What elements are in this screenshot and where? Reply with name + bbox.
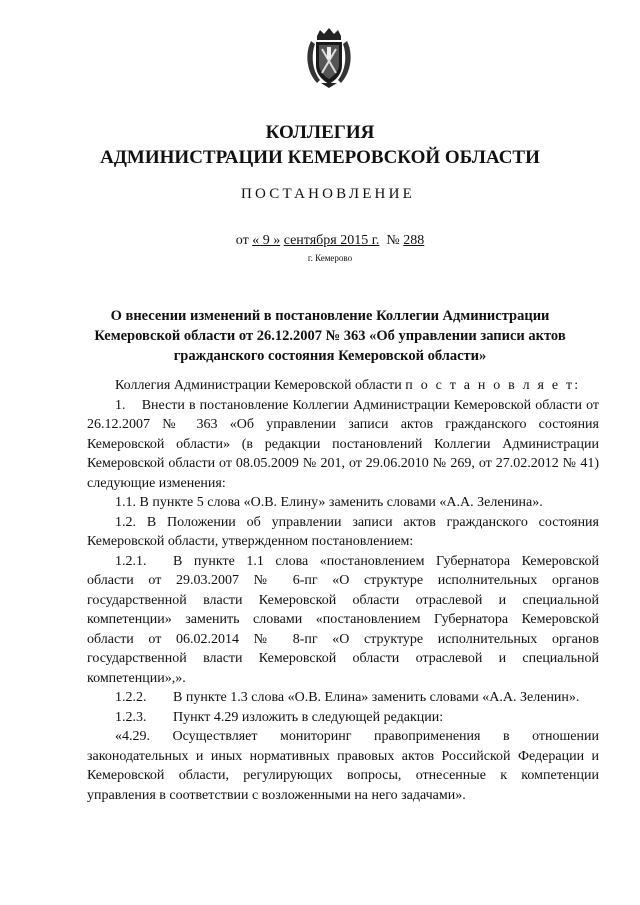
date-day: « 9 » <box>252 233 281 248</box>
paragraph-text: Пункт 4.29 изложить в следующей редакции: <box>173 709 444 725</box>
document-title: О внесении изменений в постановление Коллегии Администрации Кемеровской области от 26.12.2007 № 363 «Об управлении записи актов гражданского состояния Кемеровской области» <box>94 308 566 364</box>
document-type: ПОСТАНОВЛЕНИЕ <box>241 186 415 202</box>
paragraph-1-2-3 <box>87 708 599 728</box>
paragraph-number: 1.2.1. <box>115 553 147 569</box>
paragraph-1-2-1 <box>87 552 599 689</box>
paragraph-1: 1. Внести в постановление Коллегии Администрации Кемеровской области от 26.12.2007 № 363 «Об управлении записи актов гражданского состояния Кемеровской области» (в редакции постановлений Коллегии Администрации Кемеровской области от 08.05.2009 № 201, от 29.06.2010 № 269, от 27.02.2012 № 41) следующие изменения: <box>87 397 599 491</box>
dateline <box>10 233 640 249</box>
paragraph-number: 1.2.3. <box>115 709 147 725</box>
paragraph-4-29: «4.29. Осуществляет мониторинг правоприменения в отношении законодательных и иных нормативных правовых актов Российской Федерации и Кемеровской области, регулирующих вопросы, отнесенные к компетенции управления в соответствии с возложенными на него задачами». <box>87 729 599 803</box>
paragraph-text: В пункте 1.3 слова «О.В. Елина» заменить словами «А.А. Зеленин». <box>173 690 580 705</box>
header-line1: КОЛЛЕГИЯ <box>265 122 375 143</box>
date-prefix: от <box>235 233 249 248</box>
paragraph-1-1: 1.1. В пункте 5 слова «О.В. Елину» заменить словами «А.А. Зеленина». <box>115 495 543 510</box>
preamble-text: Коллегия Администрации Кемеровской области <box>115 378 402 393</box>
city: г. Кемерово <box>307 253 353 263</box>
paragraph-1-2-2 <box>87 688 599 708</box>
preamble-decree-word: п о с т а н о в л я е т: <box>405 378 581 393</box>
number-label: № <box>386 233 400 248</box>
header-line2: АДМИНИСТРАЦИИ КЕМЕРОВСКОЙ ОБЛАСТИ <box>100 147 540 168</box>
document-body <box>87 376 599 805</box>
paragraph-1-2: 1.2. В Положении об управлении записи актов гражданского состояния Кемеровской области, утвержденном постановлением: <box>87 514 599 549</box>
date-month-year: сентября 2015 г. <box>283 233 380 248</box>
paragraph-text: В пункте 1.1 слова «постановлением Губернатора Кемеровской области от 29.03.2007 № 6-пг «О структуре исполнительных органов государственной власти Кемеровской области отраслевой и специальной компетенции» заменить словами «постановлением Губернатора Кемеровской области от 06.02.2014 № 8-пг «О структуре исполнительных органов государственной власти Кемеровской области отраслевой и специальной компетенции»,». <box>87 553 599 686</box>
paragraph-number: 1.2.2. <box>115 690 147 705</box>
document-number: 288 <box>403 233 425 248</box>
coat-of-arms-icon <box>303 27 355 89</box>
paragraph-preamble <box>87 376 599 396</box>
